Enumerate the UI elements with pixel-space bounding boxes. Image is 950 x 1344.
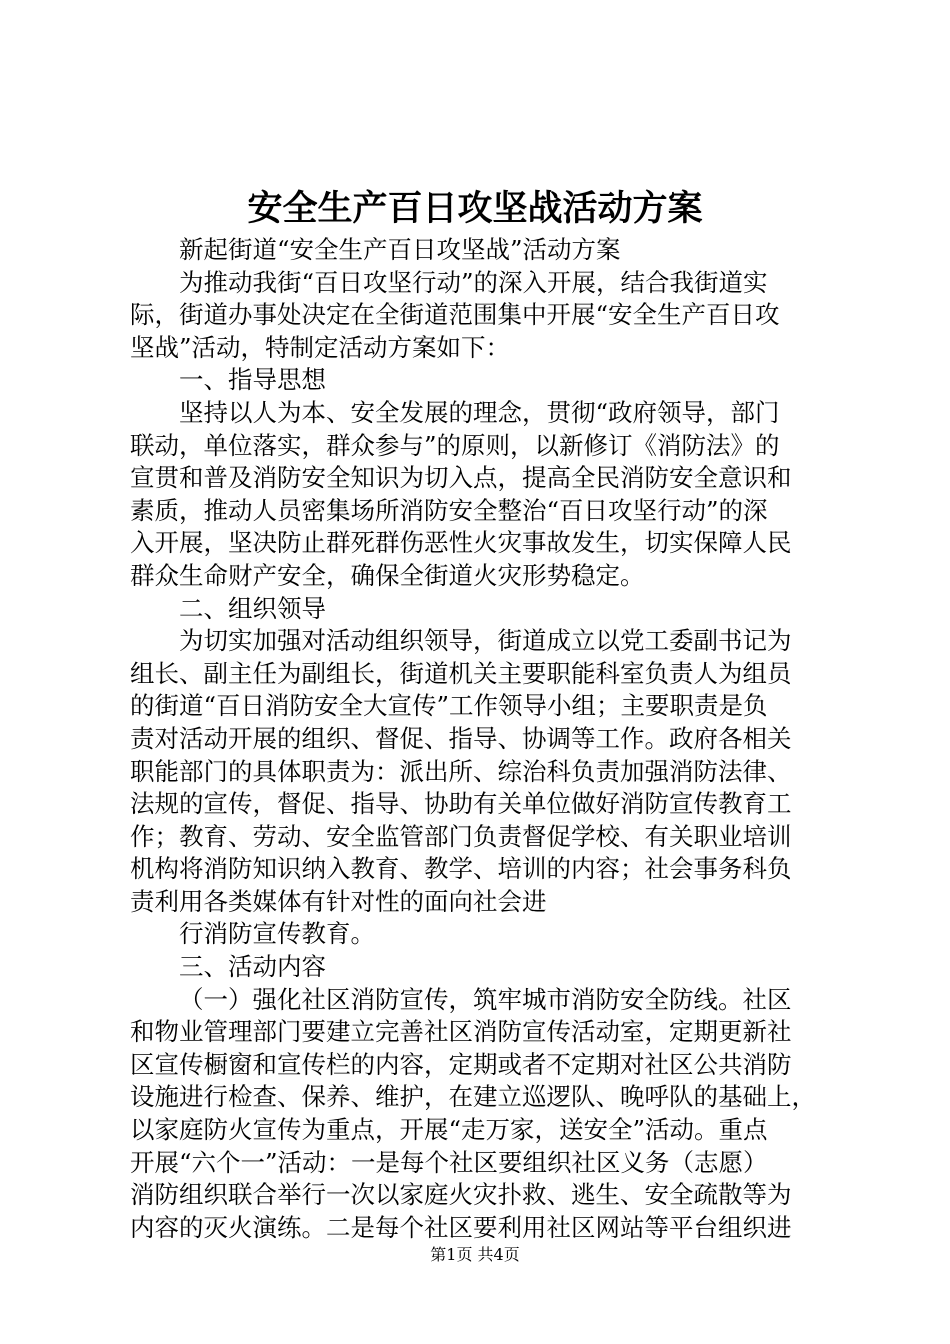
text-line: 为切实加强对活动组织领导，街道成立以党工委副书记为 xyxy=(179,626,792,656)
text-line: 设施进行检查、保养、维护，在建立巡逻队、晚呼队的基础上， xyxy=(130,1082,816,1112)
section-heading: 一、指导思想 xyxy=(179,365,326,395)
text-line: 责对活动开展的组织、督促、指导、协调等工作。政府各相关 xyxy=(130,723,792,753)
text-line: 坚战”活动，特制定活动方案如下： xyxy=(130,332,511,362)
text-line: 行消防宣传教育。 xyxy=(179,919,375,949)
text-line: 开展“六个一”活动：一是每个社区要组织社区义务（志愿） xyxy=(130,1147,768,1177)
document-body xyxy=(130,234,830,1244)
text-line: 组长、副主任为副组长，街道机关主要职能科室负责人为组员 xyxy=(130,658,792,688)
text-line: 新起街道“安全生产百日攻坚战”活动方案 xyxy=(179,235,621,264)
text-line: 素质，推动人员密集场所消防安全整治“百日攻坚行动”的深 xyxy=(130,495,768,525)
text-line: （一）强化社区消防宣传，筑牢城市消防安全防线。社区 xyxy=(179,984,792,1014)
text-line: 以家庭防火宣传为重点，开展“走万家，送安全”活动。重点 xyxy=(130,1115,768,1145)
section-heading: 三、活动内容 xyxy=(179,952,326,982)
text-line: 际，街道办事处决定在全街道范围集中开展“安全生产百日攻 xyxy=(130,300,780,330)
text-line: 区宣传橱窗和宣传栏的内容，定期或者不定期对社区公共消防 xyxy=(130,1049,792,1079)
text-line: 内容的灭火演练。二是每个社区要利用社区网站等平台组织进 xyxy=(130,1212,792,1242)
text-line: 入开展，坚决防止群死群伤恶性火灾事故发生，切实保障人民 xyxy=(130,528,792,558)
text-line: 机构将消防知识纳入教育、教学、培训的内容；社会事务科负 xyxy=(130,854,792,884)
text-line: 法规的宣传，督促、指导、协助有关单位做好消防宣传教育工 xyxy=(130,789,792,819)
page-number-footer: 第1页 共4页 xyxy=(430,1245,520,1264)
text-line: 宣贯和普及消防安全知识为切入点，提高全民消防安全意识和 xyxy=(130,463,792,493)
document-title: 安全生产百日攻坚战活动方案 xyxy=(247,189,703,229)
text-line: 作；教育、劳动、安全监管部门负责督促学校、有关职业培训 xyxy=(130,821,792,851)
text-line: 责利用各类媒体有针对性的面向社会进 xyxy=(130,886,547,916)
text-line: 群众生命财产安全，确保全街道火灾形势稳定。 xyxy=(130,560,645,590)
text-line: 消防组织联合举行一次以家庭火灾扑救、逃生、安全疏散等为 xyxy=(130,1180,792,1210)
text-line: 和物业管理部门要建立完善社区消防宣传活动室，定期更新社 xyxy=(130,1017,792,1047)
text-line: 坚持以人为本、安全发展的理念，贯彻“政府领导，部门 xyxy=(179,397,780,427)
text-line: 职能部门的具体职责为：派出所、综治科负责加强消防法律、 xyxy=(130,756,792,786)
section-heading: 二、组织领导 xyxy=(179,593,326,623)
text-line: 为推动我街“百日攻坚行动”的深入开展，结合我街道实 xyxy=(179,267,768,297)
text-line: 的街道“百日消防安全大宣传”工作领导小组；主要职责是负 xyxy=(130,691,768,721)
text-line: 联动，单位落实，群众参与”的原则，以新修订《消防法》的 xyxy=(130,430,780,460)
